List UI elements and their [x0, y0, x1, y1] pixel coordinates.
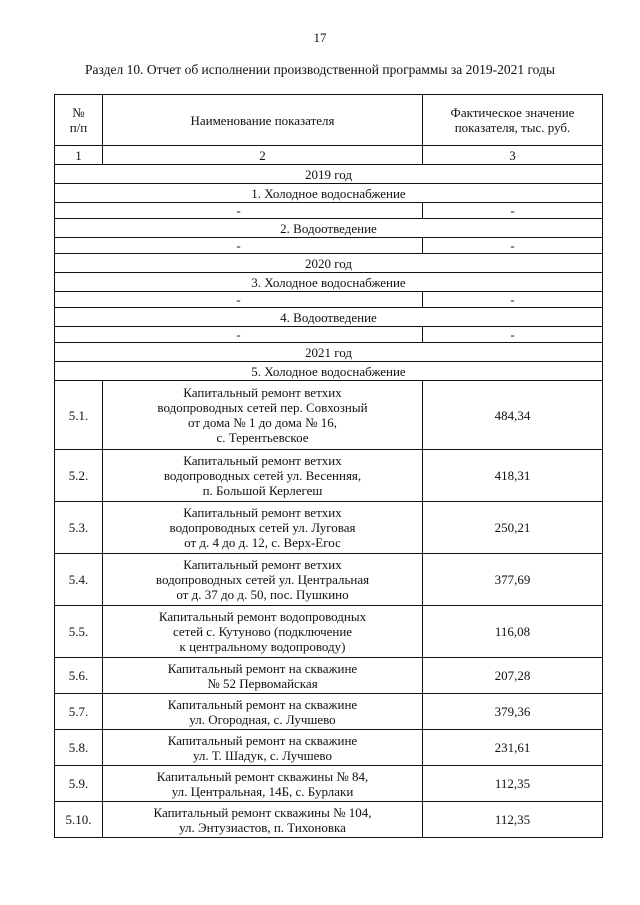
table-row: [55, 450, 603, 502]
header-actual-value: Фактическое значение показателя, тыс. руб.: [423, 95, 603, 146]
section-label: 5. Холодное водоснабжение: [55, 362, 603, 381]
indicator-name-line: Капитальный ремонт скважины № 84,: [156, 768, 369, 784]
section-label: 1. Холодное водоснабжение: [55, 184, 603, 203]
indicator-name: [103, 606, 423, 658]
dash-cell: -: [55, 327, 423, 343]
row-number: 5.9.: [55, 766, 103, 802]
column-number: 1: [55, 146, 103, 165]
dash-cell: -: [55, 203, 423, 219]
row-number: 5.1.: [55, 381, 103, 450]
section-title: Раздел 10. Отчет об исполнении производственной программы за 2019-2021 годы: [85, 62, 555, 77]
year-label: 2019 год: [55, 165, 603, 184]
table-row: [55, 554, 603, 606]
table-row: [55, 802, 603, 838]
indicator-name-line: Капитальный ремонт ветхих: [183, 453, 342, 468]
year-label: 2021 год: [55, 343, 603, 362]
section-row: [55, 308, 603, 327]
indicator-name-line: к центральному водопроводу): [179, 639, 346, 654]
section-row: [55, 219, 603, 238]
indicator-name: [103, 502, 423, 554]
column-number: 3: [423, 146, 603, 165]
table-row: [55, 730, 603, 766]
row-number: 5.4.: [55, 554, 103, 606]
indicator-name: [103, 766, 423, 802]
indicator-name-line: ул. Т. Шадук, с. Лучшево: [192, 747, 332, 763]
table-row: [55, 502, 603, 554]
year-row: [55, 165, 603, 184]
header-number: № п/п: [55, 95, 103, 146]
actual-value: 379,36: [423, 694, 603, 730]
dash-cell: -: [423, 292, 603, 308]
indicator-name-line: ул. Энтузиастов, п. Тихоновка: [179, 819, 346, 835]
table-row: [55, 606, 603, 658]
indicator-name-line: Капитальный ремонт ветхих: [183, 557, 342, 572]
actual-value: 250,21: [423, 502, 603, 554]
indicator-name-line: от д. 37 до д. 50, пос. Пушкино: [176, 587, 349, 602]
actual-value: 116,08: [423, 606, 603, 658]
report-table: [54, 94, 603, 838]
indicator-name: [103, 658, 423, 694]
row-number: 5.2.: [55, 450, 103, 502]
actual-value: 418,31: [423, 450, 603, 502]
indicator-name-line: ул. Центральная, 14Б, с. Бурлаки: [171, 783, 354, 799]
row-number: 5.7.: [55, 694, 103, 730]
actual-value: 377,69: [423, 554, 603, 606]
row-number: 5.10.: [55, 802, 103, 838]
indicator-name: [103, 554, 423, 606]
indicator-name-line: водопроводных сетей ул. Центральная: [155, 572, 370, 587]
section-row: [55, 273, 603, 292]
indicator-name: [103, 694, 423, 730]
year-row: [55, 254, 603, 273]
actual-value: 207,28: [423, 658, 603, 694]
empty-row: [55, 203, 603, 219]
dash-cell: -: [423, 238, 603, 254]
indicator-name-line: № 52 Первомайская: [207, 675, 318, 691]
actual-value: 231,61: [423, 730, 603, 766]
indicator-name-line: Капитальный ремонт на скважине: [167, 732, 358, 748]
indicator-name: [103, 802, 423, 838]
row-number: 5.5.: [55, 606, 103, 658]
page-number: 17: [313, 30, 327, 45]
column-number-row: [55, 146, 603, 165]
indicator-name-line: от дома № 1 до дома № 16,: [188, 415, 337, 430]
section-row: [55, 362, 603, 381]
header-row: [55, 95, 603, 146]
indicator-name-line: Капитальный ремонт водопроводных: [158, 609, 367, 624]
section-label: 4. Водоотведение: [55, 308, 603, 327]
section-row: [55, 184, 603, 203]
header-indicator-name: Наименование показателя: [103, 95, 423, 146]
indicator-name-line: Капитальный ремонт ветхих: [183, 505, 342, 520]
section-label: 3. Холодное водоснабжение: [55, 273, 603, 292]
year-label: 2020 год: [55, 254, 603, 273]
dash-cell: -: [55, 238, 423, 254]
indicator-name: [103, 450, 423, 502]
indicator-name-line: п. Большой Керлегеш: [202, 483, 323, 498]
indicator-name-line: Капитальный ремонт ветхих: [183, 385, 342, 400]
indicator-name-line: Капитальный ремонт на скважине: [167, 696, 358, 712]
indicator-name-line: Капитальный ремонт скважины № 104,: [153, 804, 372, 820]
indicator-name: [103, 381, 423, 450]
indicator-name-line: водопроводных сетей ул. Луговая: [169, 520, 356, 535]
empty-row: [55, 292, 603, 308]
dash-cell: -: [55, 292, 423, 308]
indicator-name-line: водопроводных сетей ул. Весенняя,: [163, 468, 362, 483]
table-row: [55, 694, 603, 730]
table-row: [55, 381, 603, 450]
indicator-name-line: от д. 4 до д. 12, с. Верх-Егос: [184, 535, 341, 550]
empty-row: [55, 327, 603, 343]
table-row: [55, 658, 603, 694]
year-row: [55, 343, 603, 362]
section-label: 2. Водоотведение: [55, 219, 603, 238]
actual-value: 112,35: [423, 766, 603, 802]
actual-value: 112,35: [423, 802, 603, 838]
column-number: 2: [103, 146, 423, 165]
table-row: [55, 766, 603, 802]
row-number: 5.3.: [55, 502, 103, 554]
row-number: 5.6.: [55, 658, 103, 694]
indicator-name-line: Капитальный ремонт на скважине: [167, 660, 358, 676]
dash-cell: -: [423, 203, 603, 219]
empty-row: [55, 238, 603, 254]
indicator-name-line: ул. Огородная, с. Лучшево: [189, 711, 336, 727]
dash-cell: -: [423, 327, 603, 343]
indicator-name-line: с. Терентьевское: [216, 430, 309, 445]
indicator-name-line: водопроводных сетей пер. Совхозный: [157, 400, 368, 415]
actual-value: 484,34: [423, 381, 603, 450]
row-number: 5.8.: [55, 730, 103, 766]
indicator-name-line: сетей с. Кутуново (подключение: [172, 624, 353, 639]
indicator-name: [103, 730, 423, 766]
